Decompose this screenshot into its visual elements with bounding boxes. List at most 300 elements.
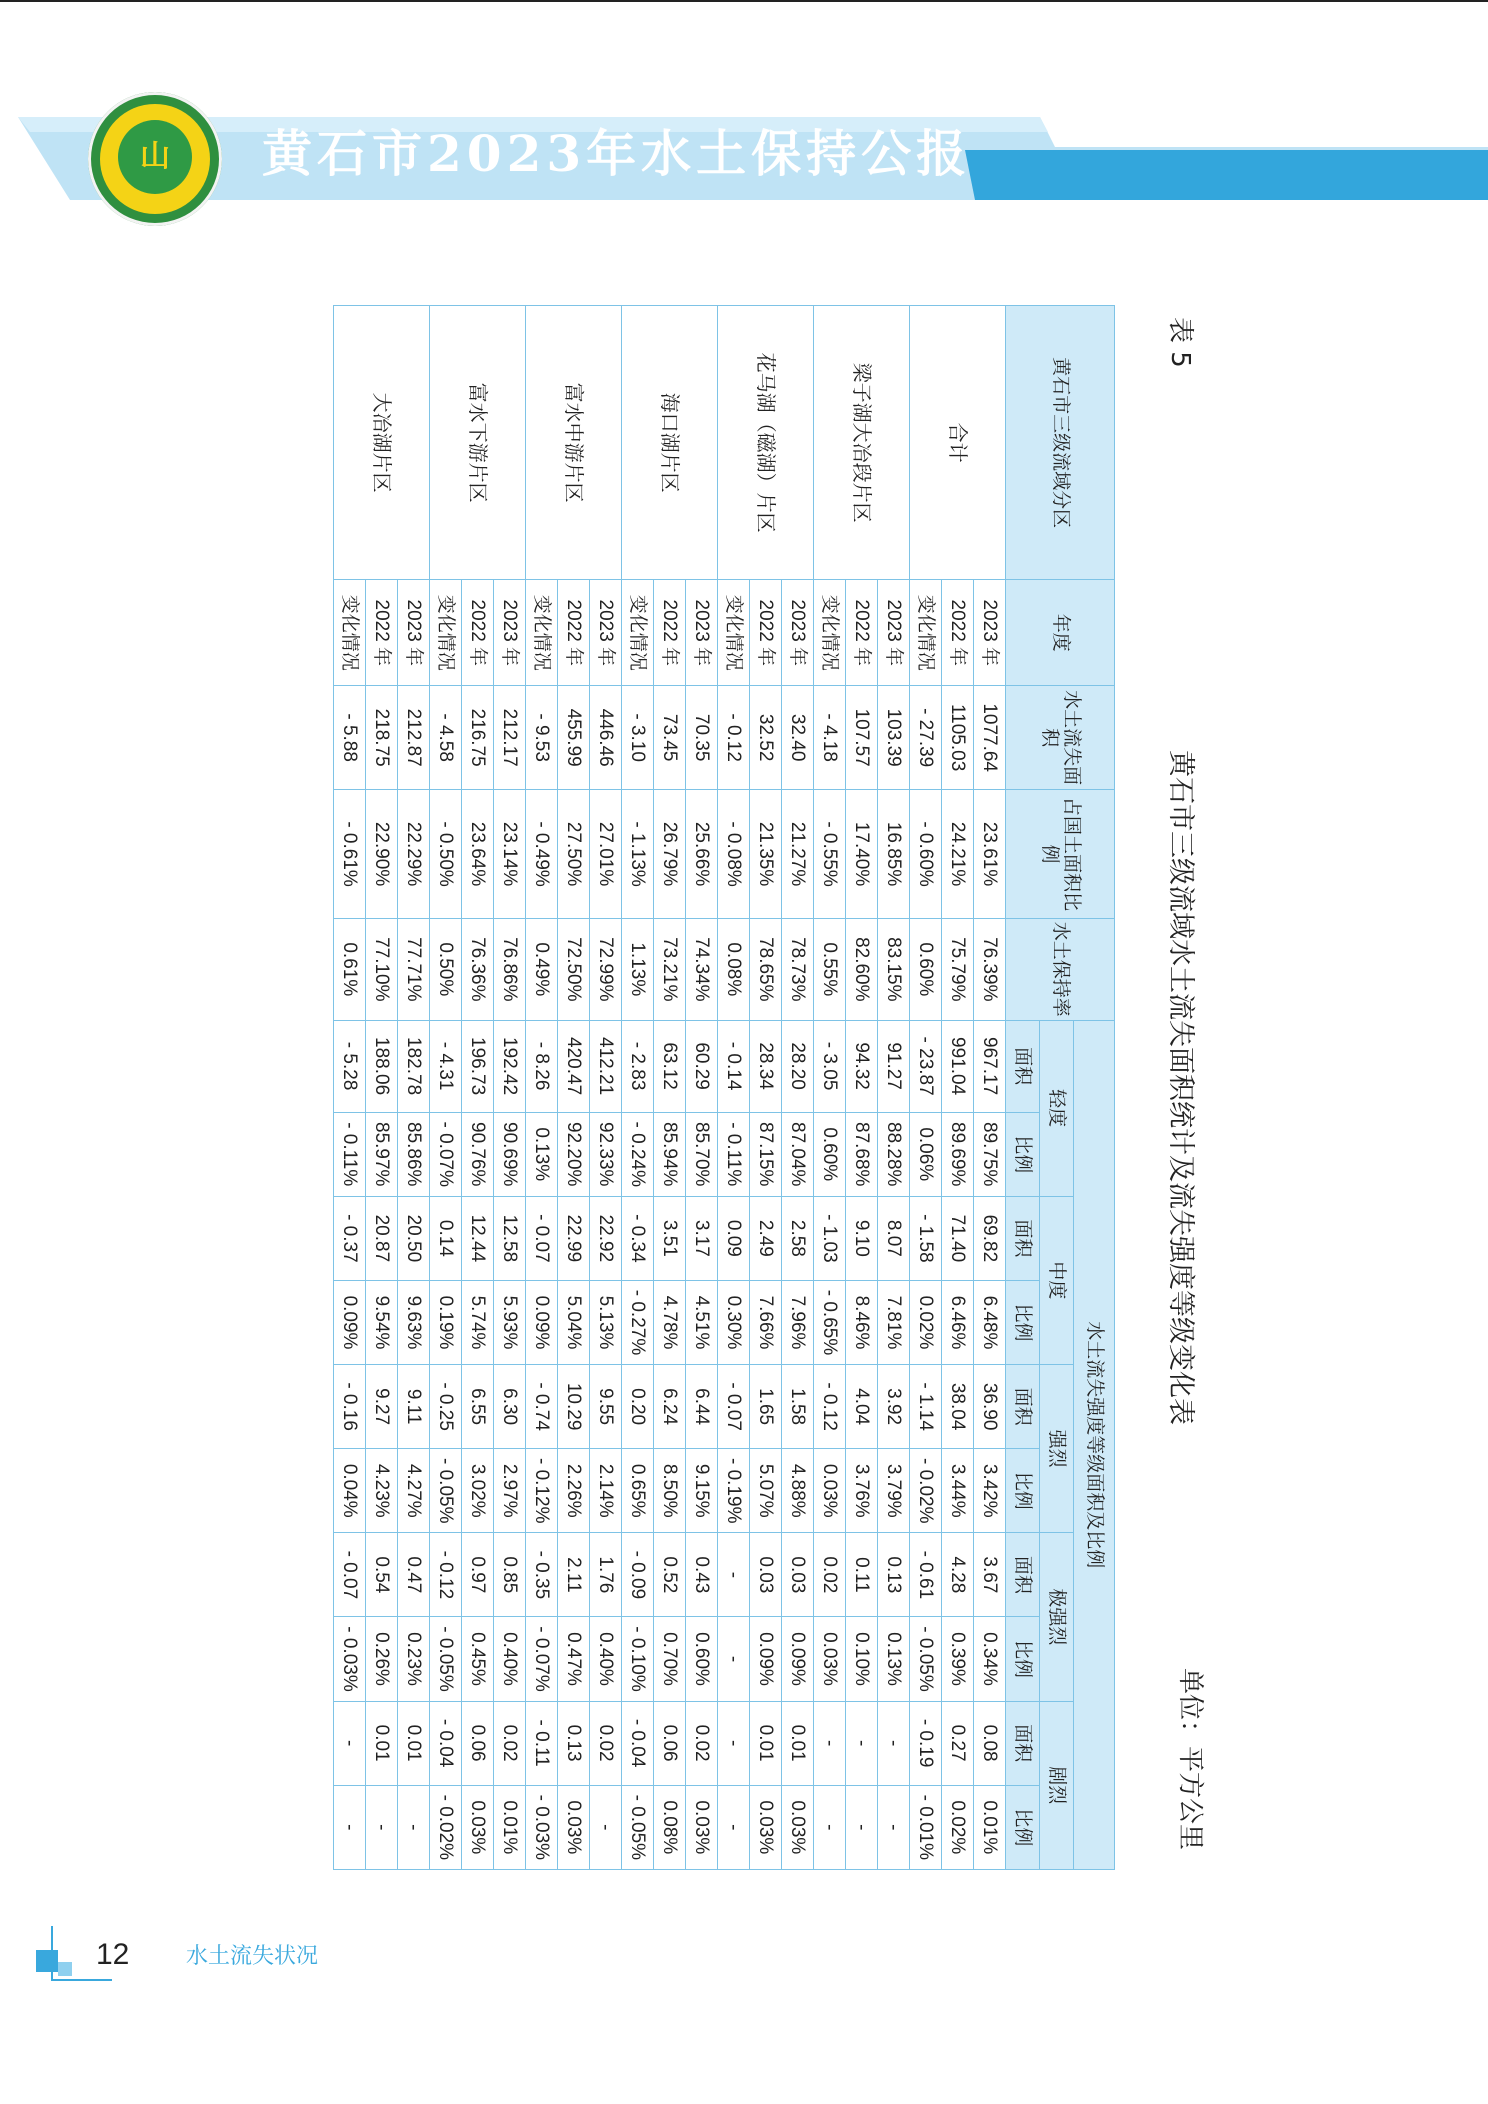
value-cell: 3.79% <box>878 1449 910 1533</box>
year-cell: 变化情况 <box>910 580 942 686</box>
value-cell: 182.78 <box>398 1020 430 1112</box>
year-cell: 2022 年 <box>462 580 494 686</box>
header-area: 面积 <box>1006 1365 1040 1449</box>
header-pct: 比例 <box>1006 1449 1040 1533</box>
value-cell: 0.13 <box>878 1533 910 1617</box>
value-cell: 9.27 <box>366 1365 398 1449</box>
value-cell: 2.14% <box>590 1449 622 1533</box>
table-row <box>590 306 622 1870</box>
value-cell: - 9.53 <box>526 686 558 790</box>
value-cell: - 5.88 <box>334 686 366 790</box>
year-cell: 2022 年 <box>846 580 878 686</box>
value-cell: 28.34 <box>750 1020 782 1112</box>
value-cell: 2.58 <box>782 1196 814 1280</box>
value-cell: 8.07 <box>878 1196 910 1280</box>
value-cell: 0.02 <box>814 1533 846 1617</box>
header-intensity-group: 水土流失强度等级面积及比例 <box>1074 1020 1115 1870</box>
value-cell: 74.34% <box>686 919 718 1020</box>
year-cell: 2023 年 <box>590 580 622 686</box>
value-cell: 0.08% <box>654 1785 686 1869</box>
value-cell: 9.10 <box>846 1196 878 1280</box>
value-cell: - <box>366 1785 398 1869</box>
table-row <box>398 306 430 1870</box>
header-loss-area: 水土流失面积 <box>1006 686 1115 790</box>
value-cell: 0.04% <box>334 1449 366 1533</box>
value-cell: 10.29 <box>558 1365 590 1449</box>
value-cell: 6.46% <box>942 1280 974 1364</box>
value-cell: 6.44 <box>686 1365 718 1449</box>
value-cell: 2.11 <box>558 1533 590 1617</box>
header-pct: 比例 <box>1006 1112 1040 1196</box>
value-cell: 0.09% <box>526 1280 558 1364</box>
value-cell: 22.99 <box>558 1196 590 1280</box>
value-cell: 0.01% <box>494 1785 526 1869</box>
top-border-line <box>0 0 1488 2</box>
value-cell: 0.02 <box>590 1701 622 1785</box>
value-cell: 4.23% <box>366 1449 398 1533</box>
value-cell: - 0.24% <box>622 1112 654 1196</box>
value-cell: 0.09% <box>782 1617 814 1701</box>
value-cell: - 0.04 <box>430 1701 462 1785</box>
value-cell: 0.43 <box>686 1533 718 1617</box>
value-cell: 3.42% <box>974 1449 1006 1533</box>
value-cell: - 0.34 <box>622 1196 654 1280</box>
table-row <box>686 306 718 1870</box>
value-cell: 1105.03 <box>942 686 974 790</box>
value-cell: 72.99% <box>590 919 622 1020</box>
value-cell: - 0.37 <box>334 1196 366 1280</box>
year-cell: 2022 年 <box>654 580 686 686</box>
value-cell: 0.06 <box>654 1701 686 1785</box>
value-cell: 16.85% <box>878 790 910 919</box>
value-cell: 85.94% <box>654 1112 686 1196</box>
emblem-logo-icon: 山 <box>88 92 222 226</box>
value-cell: 0.70% <box>654 1617 686 1701</box>
year-cell: 2022 年 <box>942 580 974 686</box>
table-region <box>243 305 1323 1870</box>
value-cell: 91.27 <box>878 1020 910 1112</box>
value-cell: - <box>398 1785 430 1869</box>
value-cell: 0.01 <box>398 1701 430 1785</box>
value-cell: 9.15% <box>686 1449 718 1533</box>
value-cell: - 0.07 <box>526 1196 558 1280</box>
value-cell: 63.12 <box>654 1020 686 1112</box>
header-pct: 比例 <box>1006 1617 1040 1701</box>
value-cell: 23.64% <box>462 790 494 919</box>
unit-label: 单位：平方公里 <box>1175 1667 1205 1850</box>
value-cell: 9.54% <box>366 1280 398 1364</box>
value-cell: 0.61% <box>334 919 366 1020</box>
header-grade-very-strong: 极强烈 <box>1040 1533 1074 1701</box>
year-cell: 2023 年 <box>494 580 526 686</box>
value-cell: 4.27% <box>398 1449 430 1533</box>
value-cell: 0.30% <box>718 1280 750 1364</box>
value-cell: 991.04 <box>942 1020 974 1112</box>
value-cell: 0.52 <box>654 1533 686 1617</box>
value-cell: 196.73 <box>462 1020 494 1112</box>
value-cell: 0.08% <box>718 919 750 1020</box>
value-cell: - 0.05% <box>430 1449 462 1533</box>
value-cell: 0.49% <box>526 919 558 1020</box>
header-area: 面积 <box>1006 1533 1040 1617</box>
year-cell: 2023 年 <box>782 580 814 686</box>
value-cell: 967.17 <box>974 1020 1006 1112</box>
value-cell: 73.45 <box>654 686 686 790</box>
value-cell: 0.10% <box>846 1617 878 1701</box>
value-cell: 188.06 <box>366 1020 398 1112</box>
value-cell: 0.27 <box>942 1701 974 1785</box>
value-cell: 85.97% <box>366 1112 398 1196</box>
value-cell: 446.46 <box>590 686 622 790</box>
page-title: 黄石市2023年水土保持公报 <box>262 124 972 183</box>
value-cell: 5.93% <box>494 1280 526 1364</box>
value-cell: 0.06% <box>910 1112 942 1196</box>
page-number: 12 <box>96 1938 130 1971</box>
value-cell: 94.32 <box>846 1020 878 1112</box>
value-cell: 5.13% <box>590 1280 622 1364</box>
value-cell: 0.03% <box>686 1785 718 1869</box>
value-cell: - <box>718 1617 750 1701</box>
value-cell: 2.26% <box>558 1449 590 1533</box>
year-cell: 2022 年 <box>750 580 782 686</box>
value-cell: - 1.58 <box>910 1196 942 1280</box>
value-cell: 0.01 <box>366 1701 398 1785</box>
value-cell: - 0.61 <box>910 1533 942 1617</box>
value-cell: 27.01% <box>590 790 622 919</box>
value-cell: - 0.14 <box>718 1020 750 1112</box>
value-cell: 76.36% <box>462 919 494 1020</box>
value-cell: 0.85 <box>494 1533 526 1617</box>
value-cell: 5.04% <box>558 1280 590 1364</box>
value-cell: 23.14% <box>494 790 526 919</box>
header-retention: 水土保持率 <box>1006 919 1115 1020</box>
value-cell: 0.03% <box>462 1785 494 1869</box>
value-cell: 8.46% <box>846 1280 878 1364</box>
value-cell: 0.40% <box>494 1617 526 1701</box>
value-cell: 0.13% <box>526 1112 558 1196</box>
value-cell: 0.06 <box>462 1701 494 1785</box>
value-cell: 103.39 <box>878 686 910 790</box>
value-cell: - 0.60% <box>910 790 942 919</box>
value-cell: - 27.39 <box>910 686 942 790</box>
value-cell: 20.87 <box>366 1196 398 1280</box>
value-cell: 0.03% <box>814 1617 846 1701</box>
year-cell: 2023 年 <box>974 580 1006 686</box>
value-cell: 1.13% <box>622 919 654 1020</box>
value-cell: 26.79% <box>654 790 686 919</box>
value-cell: 0.01 <box>782 1701 814 1785</box>
value-cell: 0.65% <box>622 1449 654 1533</box>
value-cell: 72.50% <box>558 919 590 1020</box>
value-cell: - 0.09 <box>622 1533 654 1617</box>
value-cell: 0.03% <box>558 1785 590 1869</box>
value-cell: - 4.58 <box>430 686 462 790</box>
value-cell: 76.86% <box>494 919 526 1020</box>
value-cell: 218.75 <box>366 686 398 790</box>
value-cell: 75.79% <box>942 919 974 1020</box>
header-area: 面积 <box>1006 1701 1040 1785</box>
value-cell: 87.04% <box>782 1112 814 1196</box>
value-cell: 0.23% <box>398 1617 430 1701</box>
region-cell: 合计 <box>910 306 1006 580</box>
value-cell: 0.01% <box>974 1785 1006 1869</box>
value-cell: 0.03% <box>782 1785 814 1869</box>
year-cell: 变化情况 <box>622 580 654 686</box>
section-label: 水土流失状况 <box>186 1944 319 1969</box>
value-cell: - 3.05 <box>814 1020 846 1112</box>
value-cell: 3.44% <box>942 1449 974 1533</box>
value-cell: 0.03 <box>750 1533 782 1617</box>
value-cell: 4.51% <box>686 1280 718 1364</box>
value-cell: 87.15% <box>750 1112 782 1196</box>
value-cell: 0.50% <box>430 919 462 1020</box>
year-cell: 变化情况 <box>430 580 462 686</box>
value-cell: 3.76% <box>846 1449 878 1533</box>
value-cell: 38.04 <box>942 1365 974 1449</box>
value-cell: 9.63% <box>398 1280 430 1364</box>
value-cell: - <box>334 1785 366 1869</box>
value-cell: 0.09 <box>718 1196 750 1280</box>
value-cell: 0.03% <box>814 1449 846 1533</box>
region-cell: 富水中游片区 <box>526 306 622 580</box>
value-cell: - <box>718 1785 750 1869</box>
data-table <box>333 305 1115 1870</box>
value-cell: 22.90% <box>366 790 398 919</box>
value-cell: - 0.03% <box>334 1617 366 1701</box>
value-cell: 420.47 <box>558 1020 590 1112</box>
value-cell: 12.58 <box>494 1196 526 1280</box>
value-cell: - 0.12 <box>430 1533 462 1617</box>
value-cell: 25.66% <box>686 790 718 919</box>
value-cell: 32.52 <box>750 686 782 790</box>
value-cell: 4.88% <box>782 1449 814 1533</box>
value-cell: 212.17 <box>494 686 526 790</box>
value-cell: - 0.11% <box>718 1112 750 1196</box>
header-grade-light: 轻度 <box>1040 1020 1074 1196</box>
value-cell: 1.58 <box>782 1365 814 1449</box>
value-cell: - 0.19 <box>910 1701 942 1785</box>
table-caption <box>1158 305 1205 1870</box>
value-cell: - 0.16 <box>334 1365 366 1449</box>
value-cell: - 0.03% <box>526 1785 558 1869</box>
table-title: 黄石市三级流域水土流失面积统计及流失强度等级变化表 <box>1165 750 1196 1425</box>
value-cell: 8.50% <box>654 1449 686 1533</box>
value-cell: 192.42 <box>494 1020 526 1112</box>
year-cell: 2023 年 <box>878 580 910 686</box>
year-cell: 变化情况 <box>814 580 846 686</box>
value-cell: - 0.05% <box>622 1785 654 1869</box>
value-cell: 216.75 <box>462 686 494 790</box>
value-cell: 22.92 <box>590 1196 622 1280</box>
value-cell: - <box>814 1701 846 1785</box>
value-cell: 21.27% <box>782 790 814 919</box>
value-cell: 0.39% <box>942 1617 974 1701</box>
header-grade-severe: 剧烈 <box>1040 1701 1074 1869</box>
value-cell: 89.75% <box>974 1112 1006 1196</box>
value-cell: 9.55 <box>590 1365 622 1449</box>
value-cell: - 0.07% <box>430 1112 462 1196</box>
value-cell: 9.11 <box>398 1365 430 1449</box>
value-cell: 0.13 <box>558 1701 590 1785</box>
region-cell: 大冶湖片区 <box>334 306 430 580</box>
year-cell: 变化情况 <box>718 580 750 686</box>
value-cell: 92.20% <box>558 1112 590 1196</box>
value-cell: 0.26% <box>366 1617 398 1701</box>
table-row <box>974 306 1006 1870</box>
value-cell: - 0.12 <box>814 1365 846 1449</box>
year-cell: 2022 年 <box>366 580 398 686</box>
value-cell: - <box>814 1785 846 1869</box>
value-cell: 0.60% <box>814 1112 846 1196</box>
value-cell: 71.40 <box>942 1196 974 1280</box>
region-cell: 富水下游片区 <box>430 306 526 580</box>
value-cell: 7.96% <box>782 1280 814 1364</box>
value-cell: - 0.49% <box>526 790 558 919</box>
value-cell: - <box>718 1533 750 1617</box>
value-cell: 24.21% <box>942 790 974 919</box>
value-cell: 6.24 <box>654 1365 686 1449</box>
value-cell: - <box>878 1785 910 1869</box>
header-pct: 比例 <box>1006 1785 1040 1869</box>
value-cell: 4.04 <box>846 1365 878 1449</box>
value-cell: 22.29% <box>398 790 430 919</box>
value-cell: 12.44 <box>462 1196 494 1280</box>
value-cell: 6.55 <box>462 1365 494 1449</box>
value-cell: 90.76% <box>462 1112 494 1196</box>
value-cell: 0.11 <box>846 1533 878 1617</box>
value-cell: 0.02% <box>942 1785 974 1869</box>
value-cell: - <box>846 1785 878 1869</box>
value-cell: 5.74% <box>462 1280 494 1364</box>
value-cell: 76.39% <box>974 919 1006 1020</box>
value-cell: - 0.12 <box>718 686 750 790</box>
table-row <box>494 306 526 1870</box>
value-cell: 73.21% <box>654 919 686 1020</box>
value-cell: 0.20 <box>622 1365 654 1449</box>
year-cell: 变化情况 <box>334 580 366 686</box>
value-cell: 0.55% <box>814 919 846 1020</box>
year-cell: 2022 年 <box>558 580 590 686</box>
header-grade-strong: 强烈 <box>1040 1365 1074 1533</box>
value-cell: 0.13% <box>878 1617 910 1701</box>
value-cell: - 0.55% <box>814 790 846 919</box>
value-cell: 0.01 <box>750 1701 782 1785</box>
value-cell: 89.69% <box>942 1112 974 1196</box>
value-cell: - 0.27% <box>622 1280 654 1364</box>
value-cell: 6.30 <box>494 1365 526 1449</box>
value-cell: - 0.08% <box>718 790 750 919</box>
value-cell: 0.34% <box>974 1617 1006 1701</box>
value-cell: 0.60% <box>910 919 942 1020</box>
value-cell: 0.60% <box>686 1617 718 1701</box>
value-cell: 32.40 <box>782 686 814 790</box>
value-cell: - <box>846 1701 878 1785</box>
value-cell: 0.02 <box>494 1701 526 1785</box>
value-cell: 1.76 <box>590 1533 622 1617</box>
value-cell: 0.02% <box>910 1280 942 1364</box>
value-cell: 0.02 <box>686 1701 718 1785</box>
value-cell: 70.35 <box>686 686 718 790</box>
value-cell: 83.15% <box>878 919 910 1020</box>
value-cell: 0.03 <box>782 1533 814 1617</box>
value-cell: - 0.50% <box>430 790 462 919</box>
value-cell: 5.07% <box>750 1449 782 1533</box>
value-cell: 0.09% <box>750 1617 782 1701</box>
value-cell: - 0.11 <box>526 1701 558 1785</box>
value-cell: 77.71% <box>398 919 430 1020</box>
value-cell: - 0.12% <box>526 1449 558 1533</box>
value-cell: 60.29 <box>686 1020 718 1112</box>
region-cell: 花马湖（磁湖）片区 <box>718 306 814 580</box>
value-cell: - <box>590 1785 622 1869</box>
value-cell: - 0.65% <box>814 1280 846 1364</box>
header-ratio: 占国土面积比例 <box>1006 790 1115 919</box>
value-cell: 0.54 <box>366 1533 398 1617</box>
region-cell: 梁子湖大冶段片区 <box>814 306 910 580</box>
value-cell: 20.50 <box>398 1196 430 1280</box>
table-number: 表 5 <box>1165 317 1195 368</box>
year-cell: 变化情况 <box>526 580 558 686</box>
value-cell: - 1.03 <box>814 1196 846 1280</box>
value-cell: 17.40% <box>846 790 878 919</box>
header-area: 面积 <box>1006 1020 1040 1112</box>
value-cell: - 0.74 <box>526 1365 558 1449</box>
value-cell: 87.68% <box>846 1112 878 1196</box>
value-cell: 0.45% <box>462 1617 494 1701</box>
value-cell: 92.33% <box>590 1112 622 1196</box>
value-cell: 7.66% <box>750 1280 782 1364</box>
value-cell: 28.20 <box>782 1020 814 1112</box>
header-region: 黄石市三级流域分区 <box>1006 306 1115 580</box>
value-cell: 78.73% <box>782 919 814 1020</box>
value-cell: 0.09% <box>334 1280 366 1364</box>
value-cell: 90.69% <box>494 1112 526 1196</box>
value-cell: 78.65% <box>750 919 782 1020</box>
value-cell: 69.82 <box>974 1196 1006 1280</box>
value-cell: - 0.19% <box>718 1449 750 1533</box>
year-cell: 2023 年 <box>686 580 718 686</box>
value-cell: 0.40% <box>590 1617 622 1701</box>
value-cell: - 0.11% <box>334 1112 366 1196</box>
value-cell: 23.61% <box>974 790 1006 919</box>
value-cell: - 0.05% <box>430 1617 462 1701</box>
value-cell: - 0.25 <box>430 1365 462 1449</box>
value-cell: - 1.14 <box>910 1365 942 1449</box>
value-cell: 1.65 <box>750 1365 782 1449</box>
value-cell: 82.60% <box>846 919 878 1020</box>
value-cell: - 0.07 <box>718 1365 750 1449</box>
value-cell: 3.67 <box>974 1533 1006 1617</box>
value-cell: - 4.31 <box>430 1020 462 1112</box>
value-cell: 4.28 <box>942 1533 974 1617</box>
value-cell: 27.50% <box>558 790 590 919</box>
value-cell: - 1.13% <box>622 790 654 919</box>
value-cell: 3.92 <box>878 1365 910 1449</box>
value-cell: 3.51 <box>654 1196 686 1280</box>
value-cell: - 4.18 <box>814 686 846 790</box>
value-cell: 212.87 <box>398 686 430 790</box>
value-cell: 0.97 <box>462 1533 494 1617</box>
value-cell: 77.10% <box>366 919 398 1020</box>
value-cell: - 0.01% <box>910 1785 942 1869</box>
header-grade-moderate: 中度 <box>1040 1196 1074 1364</box>
region-cell: 海口湖片区 <box>622 306 718 580</box>
value-cell: 1077.64 <box>974 686 1006 790</box>
value-cell: - 3.10 <box>622 686 654 790</box>
value-cell: 4.78% <box>654 1280 686 1364</box>
header-year: 年度 <box>1006 580 1115 686</box>
value-cell: 85.86% <box>398 1112 430 1196</box>
